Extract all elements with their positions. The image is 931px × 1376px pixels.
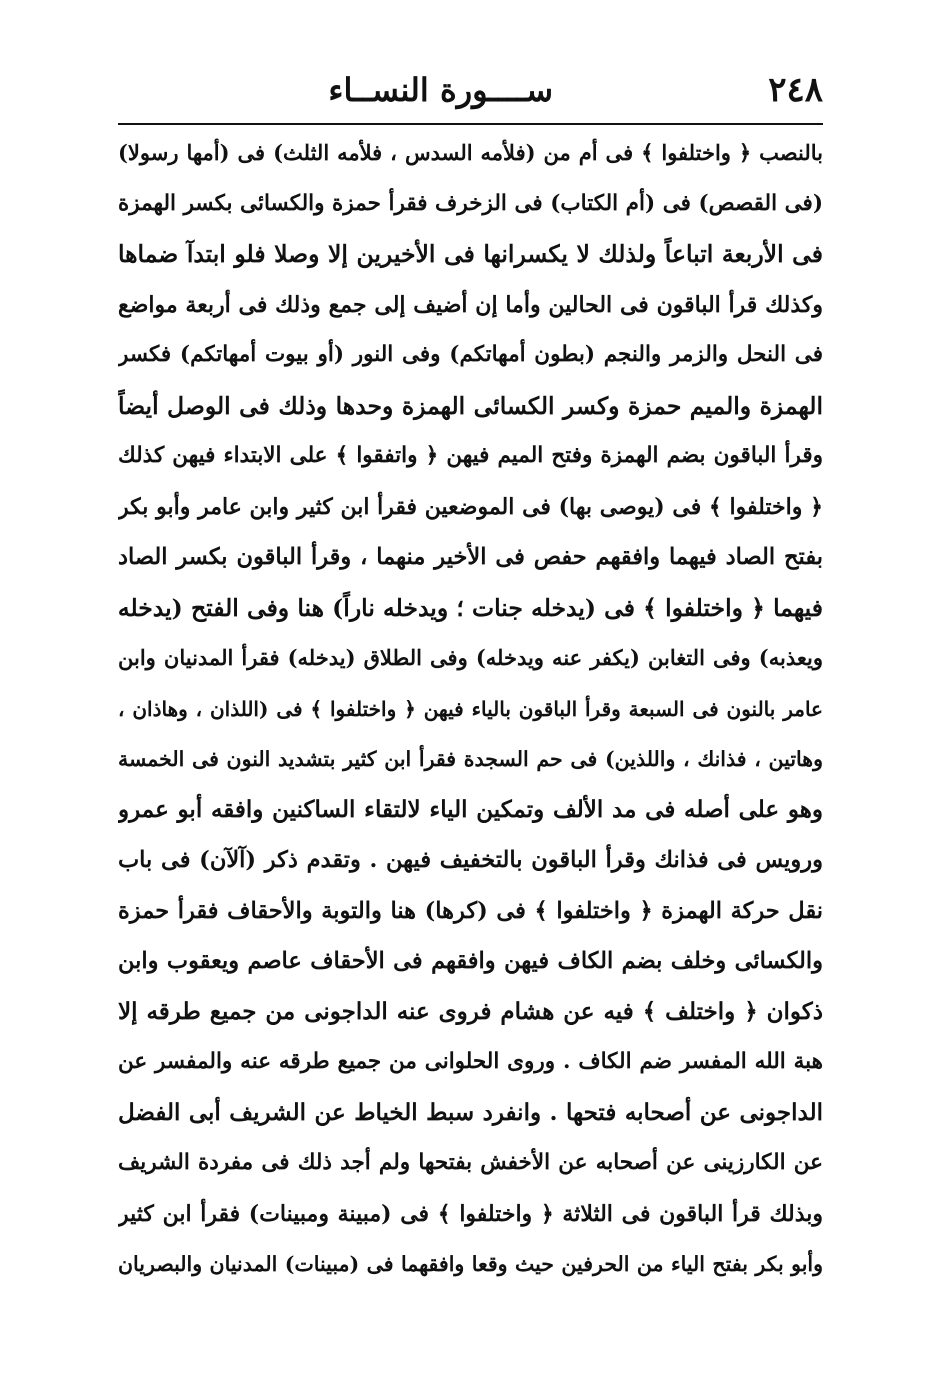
text-line: نقل حركة الهمزة ﴿ واختلفوا ﴾ فى (كرها) هنا والتوبة والأحقاف فقرأ حمزة: [118, 897, 823, 924]
text-line: (فى القصص) فى (أم الكتاب) فى الزخرف فقرأ حمزة والكسائى بكسر الهمزة: [118, 190, 823, 216]
text-line: وهو على أصله فى مد الألف وتمكين الياء لالتقاء الساكنين وافقه أبو عمرو: [118, 795, 823, 823]
header-rule: [118, 123, 823, 125]
text-line: عامر بالنون فى السبعة وقرأ الباقون بالياء فيهن ﴿ واختلفوا ﴾ فى (اللذان ، وهاذان ،: [118, 696, 823, 721]
text-line: عن الكارزينى عن أصحابه عن الأخفش بفتحها ولم أجد ذلك فى مفردة الشريف: [118, 1150, 823, 1175]
text-line: وبذلك قرأ الباقون فى الثلاثة ﴿ واختلفوا ﴾ فى (مبينة ومبينات) فقرأ ابن كثير: [118, 1200, 823, 1227]
text-line: والكسائى وخلف بضم الكاف فيهن وافقهم فى الأحقاف عاصم ويعقوب وابن: [118, 948, 823, 974]
text-line: بفتح الصاد فيهما وافقهم حفص فى الأخير منهما ، وقرأ الباقون بكسر الصاد: [118, 544, 823, 570]
page-header: [118, 60, 823, 120]
text-line: وأبو بكر بفتح الياء من الحرفين حيث وقعا وافقهما فى (مبينات) المدنيان والبصريان: [118, 1252, 823, 1276]
text-line: وهاتين ، فذانك ، واللذين) فى حم السجدة فقرأ ابن كثير بتشديد النون فى الخمسة: [118, 747, 823, 771]
text-line: الهمزة والميم حمزة وكسر الكسائى الهمزة وحدها وذلك فى الوصل أيضاً: [118, 391, 823, 420]
text-line: هبة الله المفسر ضم الكاف . وروى الحلوانى من جميع طرقه عنه والمفسر عن: [118, 1049, 823, 1074]
page-number: ٢٤٨: [768, 70, 823, 110]
text-line: الداجونى عن أصحابه فتحها . وانفرد سبط الخياط عن الشريف أبى الفضل: [118, 1098, 823, 1126]
body-text: [118, 128, 823, 1290]
text-line: ويعذبه) وفى التغابن (يكفر عنه ويدخله) وفى الطلاق (يدخله) فقرأ المدنيان وابن: [118, 645, 823, 670]
running-title: ســــورة النســاء: [328, 71, 553, 109]
text-line: فى النحل والزمر والنجم (بطون أمهاتكم) وفى النور (أو بيوت أمهاتكم) فكسر: [118, 342, 823, 367]
text-line: فى الأربعة اتباعاً ولذلك لا يكسرانها فى الأخيرين إلا وصلا فلو ابتدآ ضماها: [118, 240, 823, 268]
text-line: ورويس فى فذانك وقرأ الباقون بالتخفيف فيهن . وتقدم ذكر (آلآن) فى باب: [118, 847, 823, 873]
text-line: بالنصب ﴿ واختلفوا ﴾ فى أم من (فلأمه السدس ، فلأمه الثلث) فى (أمها رسولا): [118, 140, 823, 165]
text-line: فيهما ﴿ واختلفوا ﴾ فى (يدخله جنات ؛ ويدخله ناراً) هنا وفى الفتح (يدخله: [118, 593, 823, 622]
text-line: وقرأ الباقون بضم الهمزة وفتح الميم فيهن ﴿ واتفقوا ﴾ على الابتداء فيهن كذلك: [118, 443, 823, 468]
text-line: ذكوان ﴿ واختلف ﴾ فيه عن هشام فروى عنه الداجونى من جميع طرقه إلا: [118, 997, 823, 1025]
text-line: وكذلك قرأ الباقون فى الحالين وأما إن أضيف إلى جمع وذلك فى أربعة مواضع: [118, 291, 823, 318]
text-line: ﴿ واختلفوا ﴾ فى (يوصى بها) فى الموضعين فقرأ ابن كثير وابن عامر وأبو بكر: [118, 493, 823, 520]
